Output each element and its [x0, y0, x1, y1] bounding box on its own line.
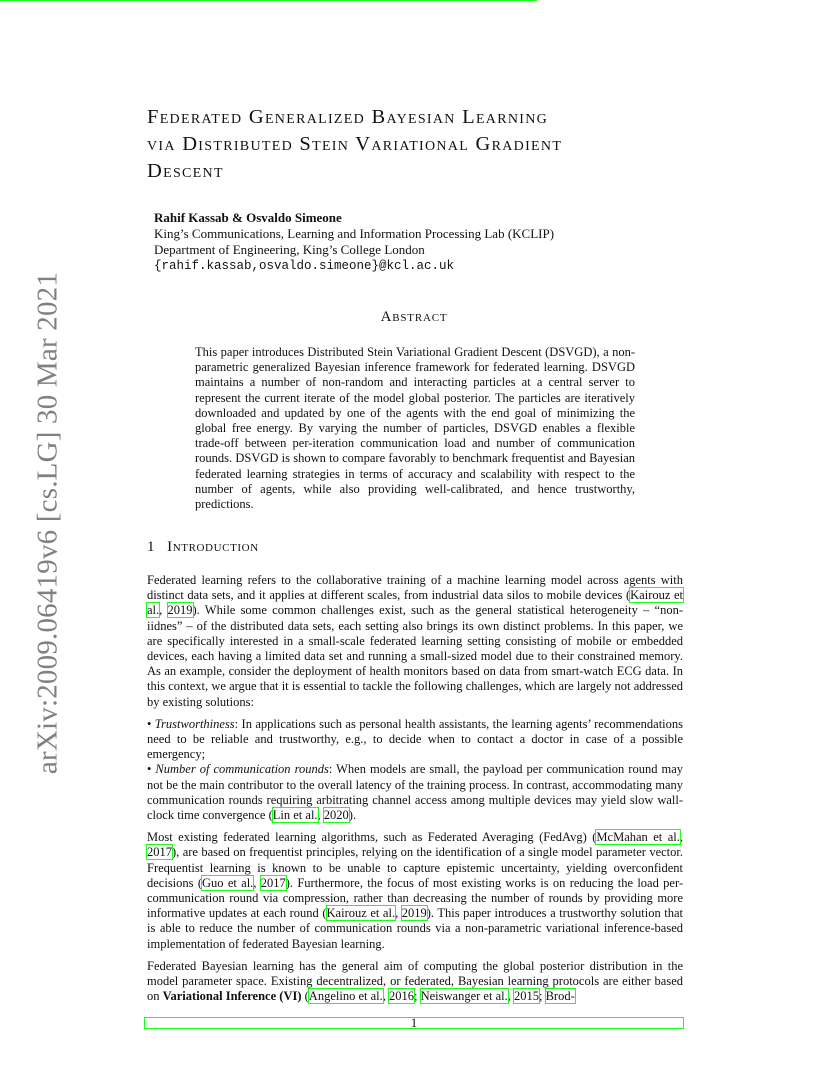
text-span: ( [301, 989, 309, 1004]
paper-title [147, 104, 692, 185]
citation-link[interactable]: McMahan et al. [596, 830, 680, 845]
citation-link[interactable]: Guo et al. [202, 875, 254, 890]
title-line-2: via Distributed Stein Variational Gradient [147, 133, 563, 155]
text-span: , [382, 989, 389, 1004]
bullet-label: Number of communication rounds [155, 762, 329, 777]
citation-link[interactable]: Brod- [545, 989, 575, 1004]
text-span: ). [348, 808, 357, 823]
text-span: ; [414, 989, 421, 1004]
text-span: , [679, 830, 683, 845]
citation-link[interactable]: Angelino et al. [308, 989, 383, 1004]
abstract-heading: Abstract [380, 309, 448, 325]
text-span: Most existing federated learning algorithms, such as Federated Averaging (FedAvg) ( [147, 830, 597, 845]
bullet-mark: • [147, 716, 152, 731]
citation-link[interactable]: 2017 [147, 845, 172, 860]
author-affiliation-lab: King’s Communications, Learning and Information Processing Lab (KCLIP) [154, 226, 555, 241]
section-title: Introduction [167, 539, 259, 555]
text-span: : In applications such as personal health assistants, the learning agents’ recommendations need to be reliable and trustworthy, e.g., to decide when to contact a doctor in case of a possible emergency; [147, 716, 683, 762]
bold-term: Variational Inference (VI) [162, 989, 302, 1004]
section-number: 1 [147, 539, 156, 555]
text-span: Federated learning refers to the collaborative training of a machine learning model across agents with distinct data sets, and it applies at different scales, from industrial data silos to mobile devices ( [147, 573, 683, 603]
page-number: 1 [410, 1016, 418, 1030]
citation-link[interactable]: Neiswanger et al. [420, 989, 508, 1004]
bullet-mark: • [147, 762, 152, 777]
author-block [154, 210, 674, 274]
text-span: ). While some common challenges exist, such as the general statistical heterogeneity – “non-iidnes” – of the distributed data sets, each setting also brings its own distinct problems. In this paper, we are specifically interested in a small-scale federated learning setting consisting of mobile or embedded devices, each having a limited data set and running a small-sized model due to their constrained memory. As an example, consider the deployment of health monitors based on data from smart-watch ECG data. In this context, we argue that it is essential to tackle the following challenges, which are largely not addressed by existing solutions: [147, 603, 684, 709]
introduction-body [147, 573, 683, 1011]
paragraph-2 [147, 830, 683, 952]
abstract-text: This paper introduces Distributed Stein Variational Gradient Descent (DSVGD), a non-parametric generalized Bayesian inference framework for federated learning. DSVGD maintains a number of non-random and interacting particles at a central server to represent the current iterate of the model global posterior. The particles are iteratively downloaded and updated by one of the agents with the end goal of minimizing the global free energy. By varying the number of particles, DSVGD enables a flexible trade-off between per-iteration communication load and number of communication rounds. DSVGD is shown to compare favorably to benchmark frequentist and Bayesian federated learning strategies in terms of accuracy and scalability with respect to the number of agents, while also providing well-calibrated, and hence trustworthy, predictions. [195, 345, 635, 512]
text-span: , [395, 906, 402, 921]
title-line-3: Descent [147, 160, 224, 182]
text-span: ), are based on frequentist principles, relying on the identification of a single model parameter vector. Frequentist learning is known to be unable to capture epistemic uncertainty, yielding overconfident decisions ( [147, 845, 683, 890]
citation-link[interactable]: 2015 [513, 989, 539, 1004]
author-email: {rahif.kassab,osvaldo.simeone}@kcl.ac.uk [154, 259, 455, 273]
text-span: ). Furthermore, the focus of most existing works is on reducing the load per-communication round via compression, rather than decreasing the number of rounds by providing more informative updates at each round ( [147, 875, 684, 921]
author-affiliation-dept: Department of Engineering, King’s College London [154, 242, 425, 257]
citation-link[interactable]: Kairouz et al. [147, 588, 683, 618]
citation-link[interactable]: 2016 [389, 989, 414, 1004]
text-span: , [159, 603, 168, 618]
text-span: ). This paper introduces a trustworthy solution that is able to reduce the number of communication rounds via a non-parametric variational inference-based implementation of federated Bayesian learning. [147, 906, 683, 951]
citation-link[interactable]: 2017 [260, 875, 286, 890]
citation-link[interactable]: Lin et al. [272, 808, 318, 823]
paragraph-3 [147, 959, 683, 1005]
citation-link[interactable]: 2019 [401, 906, 427, 921]
text-span: Federated Bayesian learning has the general aim of computing the global posterior distribution in the model parameter space. Existing decentralized, or federated, Bayesian learning protocols are either based on [147, 958, 683, 1004]
section-heading-introduction [147, 539, 259, 556]
text-span: ; [538, 989, 546, 1004]
bullet-label: Trustworthiness [154, 716, 235, 731]
bullet-communication-rounds [147, 762, 683, 823]
title-line-1: Federated Generalized Bayesian Learning [147, 106, 549, 128]
text-span: : When models are small, the payload per communication round may not be the main contributor to the overall latency of the training process. In contrast, accommodating many communication rounds requiring arbitrating channel access among multiple devices may yield slow wall-clock time convergence ( [147, 762, 683, 823]
arxiv-identifier-stamp[interactable]: arXiv:2009.06419v6 [cs.LG] 30 Mar 2021 [31, 271, 64, 775]
bullet-trustworthiness [147, 717, 683, 763]
text-span: , [253, 875, 261, 890]
citation-link[interactable]: 2020 [323, 808, 349, 823]
top-link-border[interactable] [0, 0, 537, 2]
text-span: , [317, 808, 324, 823]
author-names: Rahif Kassab & Osvaldo Simeone [154, 210, 342, 225]
paragraph-1 [147, 573, 683, 710]
citation-link[interactable]: 2019 [167, 603, 193, 618]
text-span: , [507, 989, 514, 1004]
citation-link[interactable]: Kairouz et al. [326, 906, 396, 921]
